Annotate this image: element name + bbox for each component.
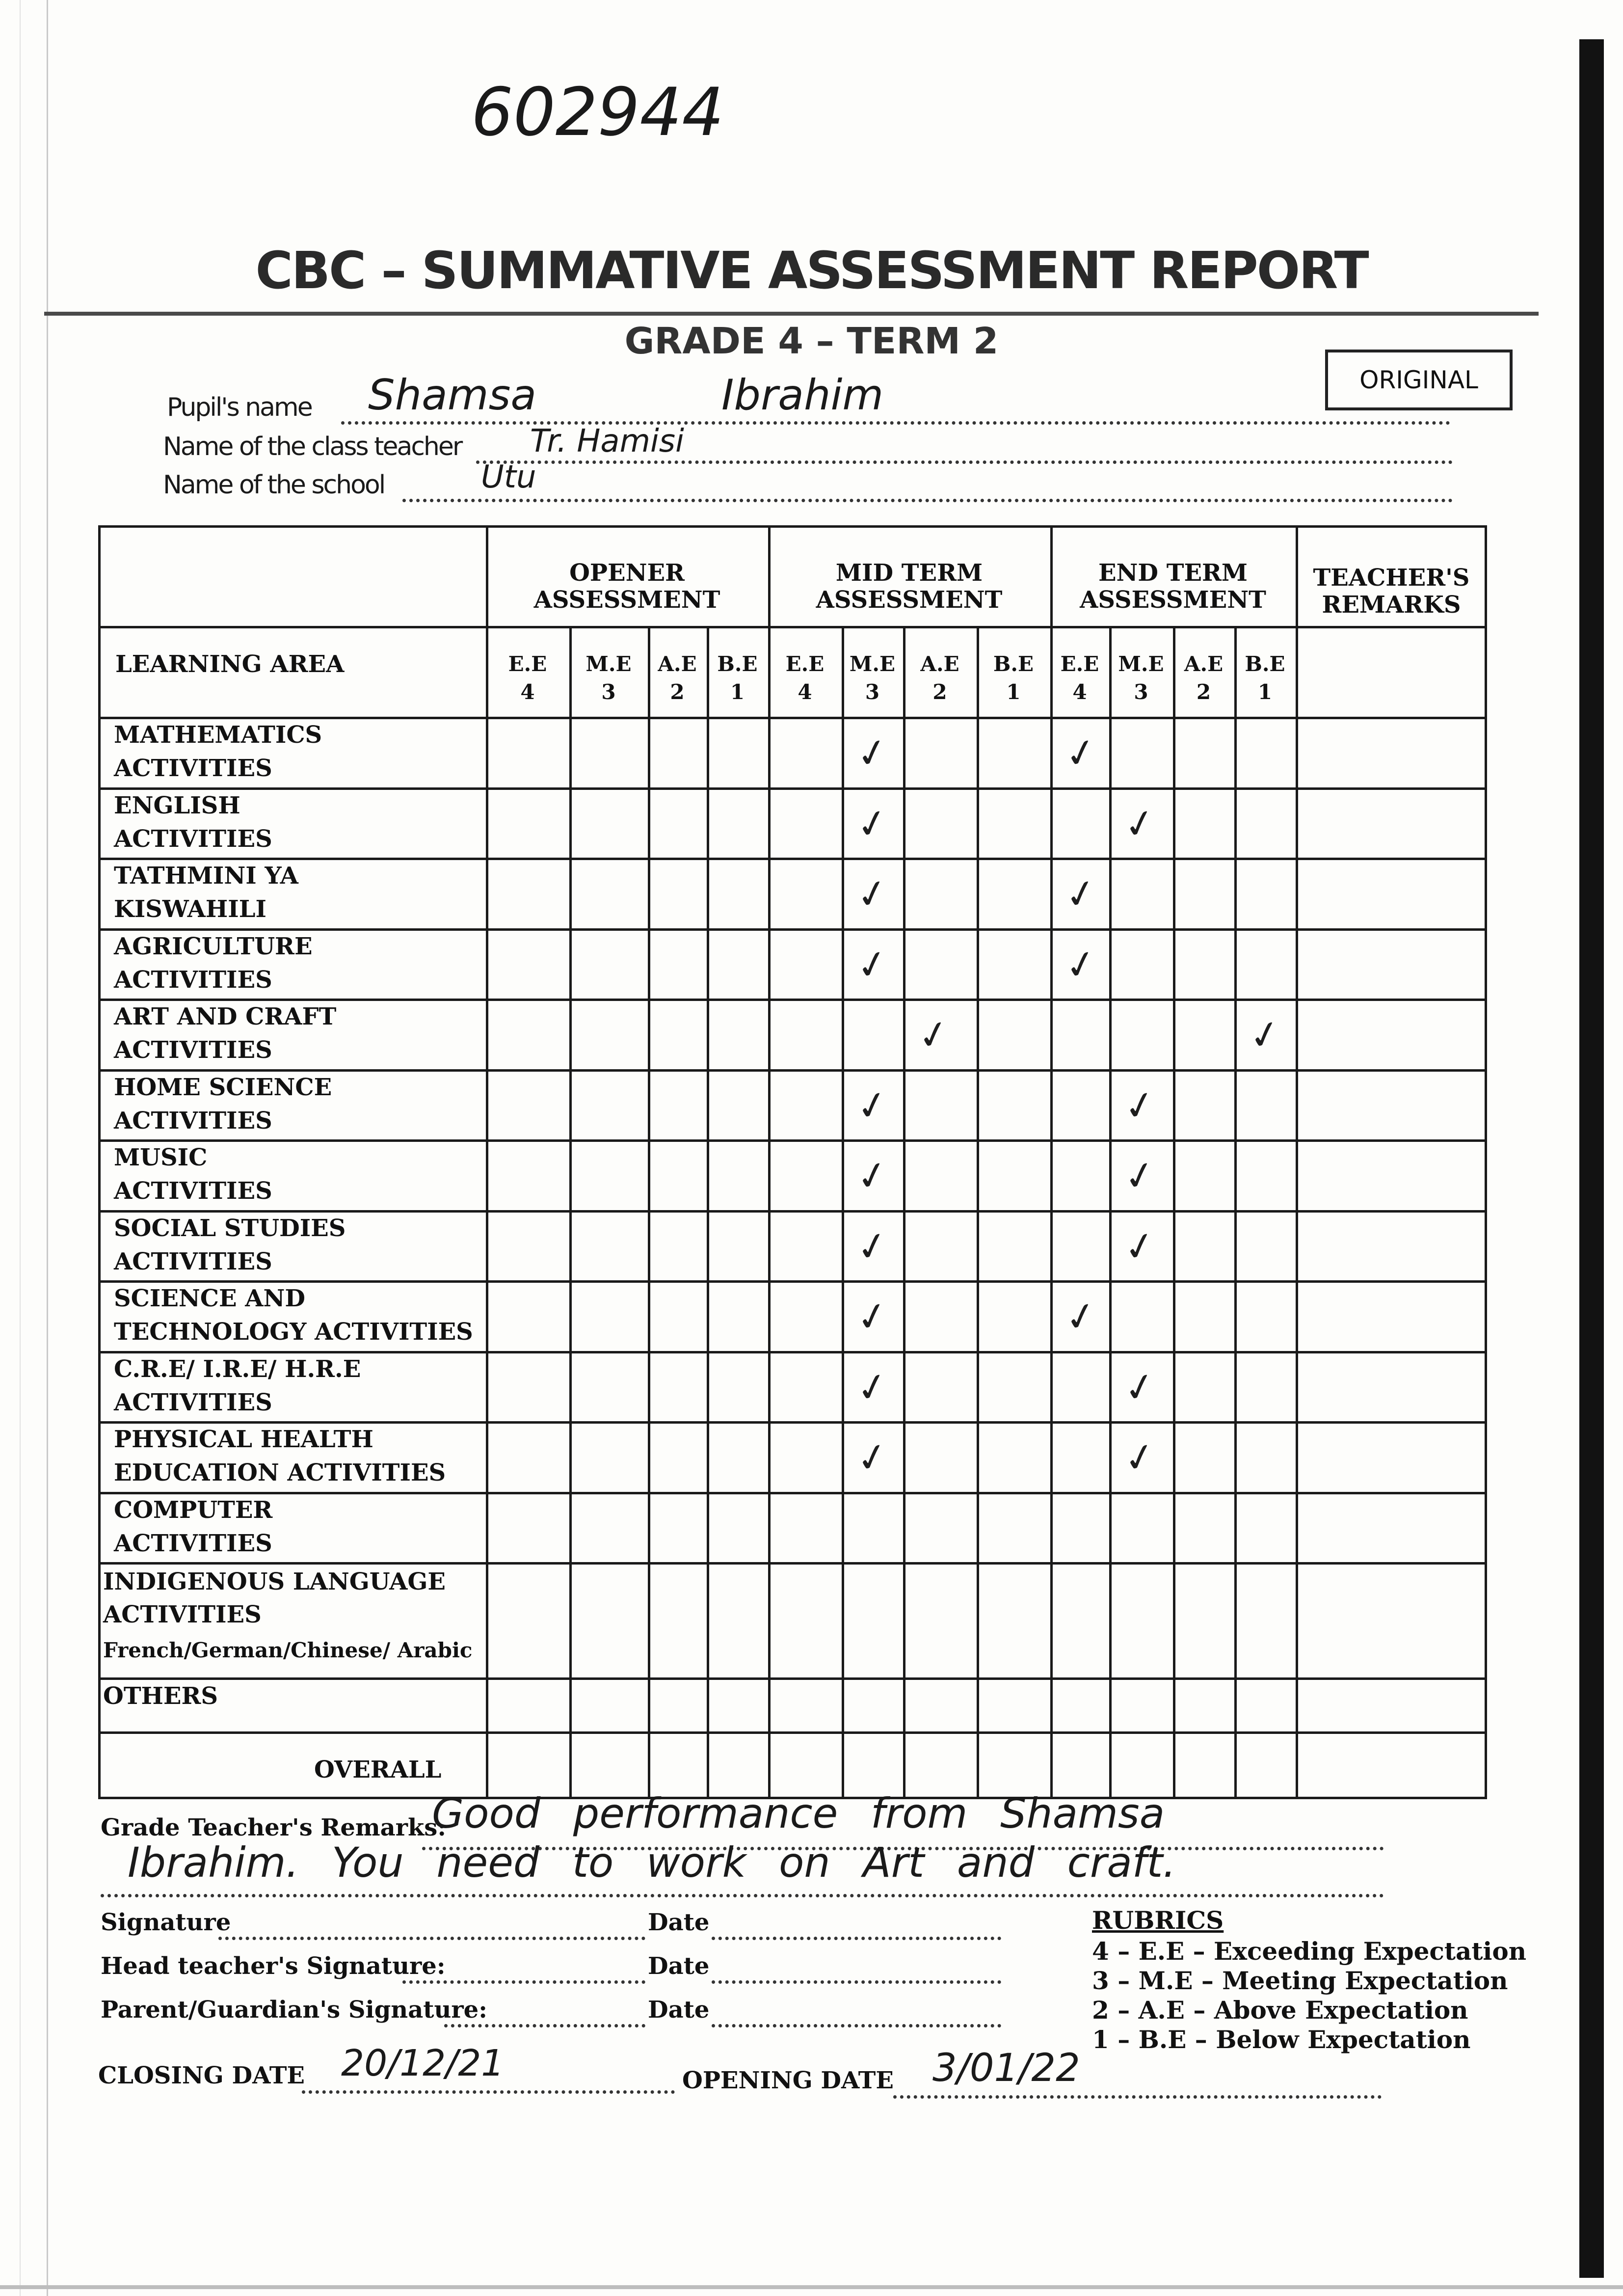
- school-label: Name of the school: [163, 470, 385, 500]
- table-row-divider: [98, 1731, 1487, 1734]
- assessment-group-header: END TERM ASSESSMENT: [1080, 559, 1266, 614]
- learning-area-header: LEARNING AREA: [115, 650, 345, 678]
- teachers-remarks-header: TEACHER'S REMARKS: [1313, 564, 1470, 619]
- class-teacher-label: Name of the class teacher: [163, 432, 462, 461]
- parent-signature-line: [444, 2024, 645, 2027]
- learning-area-name-cont: ACTIVITIES: [114, 1036, 272, 1064]
- tick-mark: ✓: [852, 1362, 893, 1413]
- level-score: 4: [1072, 680, 1087, 704]
- tick-mark: ✓: [1119, 1151, 1161, 1201]
- signature-date-line: [712, 1937, 1001, 1940]
- table-border-left: [98, 525, 101, 1797]
- parent-signature-label: Parent/Guardian's Signature:: [101, 1996, 487, 2024]
- learning-area-name-cont: ACTIVITIES: [114, 1388, 272, 1416]
- remarks-text-1: Good performance from Shamsa: [432, 1789, 1165, 1837]
- table-border-top: [98, 525, 1487, 528]
- learning-area-name: SOCIAL STUDIES: [114, 1214, 346, 1242]
- teacher-remarks-label: Grade Teacher's Remarks:: [101, 1814, 447, 1841]
- remarks-line-2: [101, 1894, 1384, 1897]
- learning-area-name: SCIENCE AND: [114, 1285, 306, 1312]
- level-code: M.E: [585, 652, 632, 676]
- learning-area-name: C.R.E/ I.R.E/ H.R.E: [114, 1355, 361, 1383]
- opening-date-line: [893, 2095, 1382, 2099]
- level-code: M.E: [849, 652, 896, 676]
- learning-area-name-cont: KISWAHILI: [114, 895, 266, 923]
- table-row-divider: [98, 787, 1487, 790]
- level-score: 2: [1196, 680, 1211, 704]
- tick-mark: ✓: [1119, 799, 1161, 849]
- table-group-divider: [1296, 525, 1298, 1797]
- pupil-name-line: [341, 421, 1450, 425]
- assessment-group-header: MID TERM ASSESSMENT: [816, 559, 1003, 614]
- grade-term: GRADE 4 – TERM 2: [624, 320, 999, 362]
- closing-date-value: 20/12/21: [341, 2042, 505, 2084]
- learning-area-name: AGRICULTURE: [114, 932, 313, 960]
- level-score: 3: [601, 680, 616, 704]
- rubric-item-me: 3 – M.E – Meeting Expectation: [1092, 1966, 1508, 1995]
- tick-mark: ✓: [913, 1010, 955, 1060]
- level-score: 2: [670, 680, 685, 704]
- tick-mark: ✓: [1061, 940, 1102, 990]
- level-code: B.E: [993, 652, 1034, 676]
- pupil-first-name: Shamsa: [368, 371, 537, 420]
- table-header-divider: [486, 626, 1487, 628]
- level-score: 3: [865, 680, 880, 704]
- head-teacher-signature-label: Head teacher's Signature:: [101, 1952, 446, 1980]
- school-line: [402, 499, 1453, 502]
- learning-area-name: MUSIC: [114, 1144, 208, 1171]
- table-row-divider: [98, 1280, 1487, 1283]
- level-score: 4: [520, 680, 535, 704]
- learning-area-name-cont: TECHNOLOGY ACTIVITIES: [114, 1318, 473, 1346]
- remarks-text-2: Ibrahim. You need to work on Art and craft.: [128, 1838, 1176, 1887]
- original-stamp: ORIGINAL: [1325, 350, 1513, 410]
- report-title: CBC – SUMMATIVE ASSESSMENT REPORT: [255, 241, 1368, 300]
- learning-area-name-cont: ACTIVITIES: [114, 1177, 272, 1205]
- table-group-divider: [486, 525, 488, 1797]
- learning-area-name-cont: ACTIVITIES: [114, 755, 272, 782]
- class-teacher-line: [476, 460, 1453, 464]
- learning-area-name: HOME SCIENCE: [114, 1073, 332, 1101]
- tick-mark: ✓: [1061, 869, 1102, 919]
- tick-mark: ✓: [852, 799, 893, 849]
- level-code: B.E: [1245, 652, 1285, 676]
- table-row-divider: [98, 1492, 1487, 1494]
- learning-area-name: INDIGENOUS LANGUAGE: [103, 1568, 446, 1595]
- tick-mark: ✓: [852, 869, 893, 919]
- table-row-divider: [98, 1677, 1487, 1680]
- level-score: 1: [1257, 680, 1273, 704]
- learning-area-name: OTHERS: [103, 1682, 218, 1710]
- learning-area-name: COMPUTER: [114, 1496, 273, 1524]
- level-score: 2: [932, 680, 947, 704]
- tick-mark: ✓: [852, 940, 893, 990]
- parent-date-line: [712, 2024, 1001, 2027]
- serial-number: 602944: [471, 74, 724, 151]
- tick-mark: ✓: [852, 1221, 893, 1272]
- closing-date-label: CLOSING DATE: [98, 2062, 305, 2089]
- tick-mark: ✓: [1119, 1080, 1161, 1131]
- table-header-divider-left: [98, 626, 486, 628]
- scan-edge-bottom: [0, 2285, 1623, 2289]
- tick-mark: ✓: [1119, 1221, 1161, 1272]
- table-group-divider: [768, 525, 771, 1797]
- opening-date-label: OPENING DATE: [682, 2067, 894, 2094]
- table-border-right: [1485, 525, 1487, 1797]
- level-score: 1: [1006, 680, 1021, 704]
- signature-label: Signature: [101, 1909, 231, 1936]
- tick-mark: ✓: [1061, 729, 1102, 779]
- table-row-divider: [98, 858, 1487, 860]
- table-group-divider: [1050, 525, 1053, 1797]
- tick-mark: ✓: [1245, 1010, 1286, 1060]
- assessment-group-header: OPENER ASSESSMENT: [533, 559, 720, 614]
- level-code: E.E: [508, 652, 547, 676]
- level-code: B.E: [717, 652, 758, 676]
- head-teacher-date-line: [712, 1980, 1001, 1984]
- signature-line: [218, 1937, 645, 1940]
- table-row-divider: [98, 1139, 1487, 1142]
- rubric-item-ee: 4 – E.E – Exceeding Expectation: [1092, 1937, 1527, 1966]
- school-name: Utu: [481, 459, 536, 495]
- rubric-item-be: 1 – B.E – Below Expectation: [1092, 2025, 1471, 2054]
- learning-area-name: ENGLISH: [114, 791, 240, 819]
- tick-mark: ✓: [1119, 1362, 1161, 1413]
- level-code: A.E: [1184, 652, 1224, 676]
- parent-date-label: Date: [648, 1996, 710, 2024]
- rubric-item-ae: 2 – A.E – Above Expectation: [1092, 1996, 1468, 2025]
- head-teacher-date-label: Date: [648, 1952, 710, 1980]
- scan-edge-right: [1579, 39, 1604, 2278]
- learning-area-name: ART AND CRAFT: [114, 1003, 337, 1030]
- tick-mark: ✓: [852, 1433, 893, 1483]
- level-code: E.E: [785, 652, 825, 676]
- learning-area-name-cont: EDUCATION ACTIVITIES: [114, 1459, 446, 1486]
- closing-date-line: [302, 2090, 675, 2094]
- learning-area-name-cont: ACTIVITIES: [114, 966, 272, 994]
- level-score: 3: [1134, 680, 1148, 704]
- learning-area-name-cont: ACTIVITIES: [114, 1107, 272, 1134]
- rubrics-title: RUBRICS: [1092, 1906, 1224, 1935]
- level-code: A.E: [658, 652, 697, 676]
- signature-date-label: Date: [648, 1909, 710, 1936]
- class-teacher-name: Tr. Hamisi: [530, 423, 684, 459]
- learning-area-name: PHYSICAL HEALTH: [114, 1426, 373, 1453]
- head-teacher-signature-line: [402, 1980, 645, 1984]
- overall-label: OVERALL: [314, 1756, 442, 1783]
- learning-area-name: TATHMINI YA: [114, 862, 298, 890]
- opening-date-value: 3/01/22: [932, 2046, 1080, 2090]
- level-code: A.E: [920, 652, 959, 676]
- tick-mark: ✓: [852, 1151, 893, 1201]
- pupil-last-name: Ibrahim: [721, 371, 884, 420]
- learning-area-name-cont: ACTIVITIES: [114, 825, 272, 853]
- tick-mark: ✓: [1119, 1433, 1161, 1483]
- tick-mark: ✓: [1061, 1292, 1102, 1342]
- learning-area-name-cont: ACTIVITIES: [114, 1529, 272, 1557]
- level-code: M.E: [1118, 652, 1164, 676]
- tick-mark: ✓: [852, 1080, 893, 1131]
- level-score: 1: [730, 680, 745, 704]
- level-score: 4: [798, 680, 812, 704]
- learning-area-name: MATHEMATICS: [114, 721, 322, 749]
- learning-area-name-cont: ACTIVITIES: [114, 1247, 272, 1275]
- pupil-name-label: Pupil's name: [167, 393, 312, 422]
- tick-mark: ✓: [852, 1292, 893, 1342]
- learning-area-name-cont: ACTIVITIES: [103, 1601, 262, 1628]
- title-underline: [44, 312, 1539, 316]
- level-code: E.E: [1060, 652, 1099, 676]
- learning-area-name-cont: French/German/Chinese/ Arabic: [103, 1638, 473, 1662]
- tick-mark: ✓: [852, 729, 893, 779]
